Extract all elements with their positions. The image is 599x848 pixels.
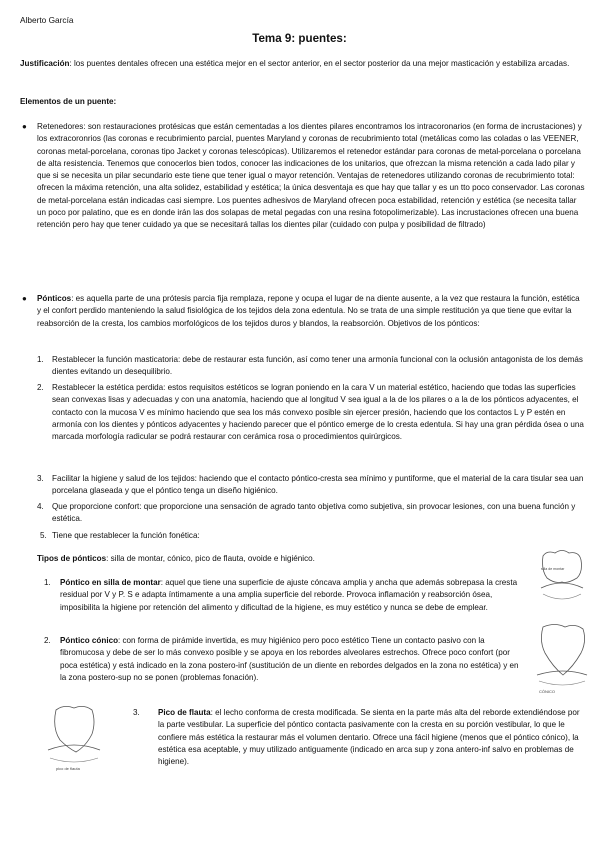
objetivo-number: 3. bbox=[37, 474, 44, 483]
justificacion-label: Justificación bbox=[20, 59, 70, 68]
tipo-number: 1. bbox=[44, 578, 51, 587]
justificacion-paragraph bbox=[20, 58, 582, 70]
objetivo-item: Restablecer la función masticatoria: debe de restaurar esta función, así como tener una armonía funcional con la oclusión antagonista de los demás dientes evitando un desequilibrio. bbox=[52, 355, 583, 377]
objetivo-number: 2. bbox=[37, 383, 44, 392]
tipo-label: Pico de flauta bbox=[158, 708, 211, 717]
tipo-text: : aquel que tiene una superficie de ajuste cóncava amplia y ancha que además sobrepasa la cresta residual por V y P. S e adapta íntimamente a una amplia superficie del reborde. Provoca inflamación y reabsorción ósea, imposibilita la higiene por retención del alimento y dificultad de la higiene, es muy estético y nunca se debe de emplear. bbox=[60, 578, 518, 612]
objetivo-item: Tiene que restablecer la función fonética: bbox=[52, 531, 200, 540]
justificacion-text: : los puentes dentales ofrecen una estética mejor en el sector anterior, en el sector posterior da una mejor masticación y estabiliza arcadas. bbox=[69, 59, 570, 68]
bullet-dot-icon: ● bbox=[22, 122, 27, 131]
figure-pico-de-flauta bbox=[46, 704, 102, 774]
tipo-label: Póntico en silla de montar bbox=[60, 578, 161, 587]
ponticos-paragraph bbox=[37, 293, 585, 330]
tipo-item-conico bbox=[60, 635, 522, 684]
objetivo-number: 1. bbox=[37, 355, 44, 364]
ponticos-text: : es aquella parte de una prótesis parcia fija remplaza, repone y ocupa el lugar de na diente ausente, a la vez que restaura la función, estética y el confort perdido manteniendo la salud fisiológica de los tejidos dela zona edentula. No se trata de una simple restitución ya que tiene que evitar la reabsorción de la cresta, los cambios morfológicos de los tejidos duros y blandos, la reabsorción. Objetivos de los pónticos: bbox=[37, 294, 580, 328]
tipos-label: Tipos de pónticos bbox=[37, 554, 107, 563]
objetivo-number: 5. bbox=[40, 531, 47, 540]
tipos-paragraph bbox=[37, 553, 537, 565]
elementos-heading: Elementos de un puente: bbox=[20, 97, 117, 106]
tipo-number: 3. bbox=[133, 708, 140, 717]
retenedores-paragraph bbox=[37, 121, 585, 232]
figure-caption: CÓNICO bbox=[539, 689, 555, 694]
objetivo-item: Restablecer la estética perdida: estos requisitos estéticos se logran poniendo en la cara V un material estético, haciendo que todas las superficies sean convexas lisas y adecuadas y con una anatomía, haciendo que al longitud V sea igual a la de los pilares o a la de los pónticos adyacentes, el contacto con la mucosa V es mínimo haciendo que sea los más convexo posible sin ejercer presión, haciendo que los contactos L y P estén en armonía con los dientes y pónticos adyacentes y haciendo parecer que el póntico emerge de lo cresta edentula. Si hay una gran pérdida ósea o una marcada morfología radicular se podrá restaurar con cerámica rosa o procedimientos quirúrgicos. bbox=[52, 383, 584, 442]
figure-conico bbox=[535, 623, 589, 695]
tipo-text: : con forma de pirámide invertida, es muy higiénico pero poco estético Tiene un contacto pasivo con la fibromucosa y debe de ser lo más convexo posible y se apoya en los rebordes alveolares estrechos. Ofrece poco confort (por poca estética) y está indicado en la zona postero-inf (sustitución de un diente en rebordes delgados en la zona no estética) y en la zona postero-sup no se ponen (problemas fonación). bbox=[60, 636, 519, 682]
figure-silla-de-montar bbox=[537, 548, 587, 618]
objetivo-item: Facilitar la higiene y salud de los tejidos: haciendo que el contacto póntico-cresta sea mínimo y puntiforme, que el material de la cara tisular sea uan porcelana glaseada y que el póntico tenga un diseño higiénico. bbox=[52, 474, 584, 496]
retenedores-text: : son restauraciones protésicas que están cementadas a los dientes pilares encontramos los intracoronarios (en forma de incrustaciones) y los extracoronrios (las coronas e recubrimiento parcial, puentes Maryland y coronas de recubrimiento total (metálicas como las coladas o las VEENER, coronas metal-porcelana, coronas tipo Jacket y coronas telescópicas). Utilizaremos el retenedor estándar para coronas de metal-porcelana o porcelana de alta resistencia. Tenemos que conocerlos bien todos, conocer las indicaciones de los unitarios, que ofrezcan la misma retención a cada lado pilar y que si se necesita un pilar secundario este tiene que tener igual o mayor retención. Ventajas de retenedores utilizando coronas de recubrimiento total: ofrecen la máxima retención, una alta solidez, estabilidad y estética; la única desventaja es que hay que tallar y es un tto poco conservador. Las coronas de metal-porcelana están indicadas casi siempre. Los puentes adhesivos de Maryland ofrecen poca estabilidad, retención y estética (se necesita tallar un poco por palatino, que es en donde irán las dos solapas de metal pegadas con una resina fotopolimerizable). Las incrustaciones ofrecen una buena retención pero hay que tener cuidado ya que se necesitará tallas los dientes pilar (cuidado con pulpa y posibilidad de filtrado) bbox=[37, 122, 585, 230]
retenedores-label: Retenedores bbox=[37, 122, 84, 131]
figure-caption: pico de flauta bbox=[56, 766, 80, 771]
tipo-text: : el lecho conforma de cresta modificada. Se sienta en la parte más alta del reborde extendiéndose por la parte vestibular. La superficie del póntico contacta pasivamente con la cresta en su porción vestibular, lo que le confiere más estética la restaurar más el volumen dentario. Ofrece una fácil higiene (menos que el póntico cónico), la estética esa aceptable, y muy utilizado antiguamente (indicado en arca sup y zona antero-inf salvo en problemas de higiene). bbox=[158, 708, 580, 767]
page-title: Tema 9: puentes: bbox=[252, 32, 347, 45]
tipos-text: : silla de montar, cónico, pico de flauta, ovoide e higiénico. bbox=[106, 554, 315, 563]
objetivo-item: Que proporcione confort: que proporcione una sensación de agrado tanto objetiva como subjetiva, sin provocar lesiones, con una buena función y estética. bbox=[52, 502, 576, 524]
author: Alberto García bbox=[20, 15, 74, 25]
bullet-dot-icon: ● bbox=[22, 294, 27, 303]
figure-caption: silla de montar bbox=[541, 567, 565, 571]
tipo-item-flauta bbox=[158, 707, 586, 768]
ponticos-label: Pónticos bbox=[37, 294, 72, 303]
objetivo-number: 4. bbox=[37, 502, 44, 511]
tipo-number: 2. bbox=[44, 636, 51, 645]
tipo-label: Póntico cónico bbox=[60, 636, 119, 645]
tipo-item-silla bbox=[60, 577, 522, 614]
